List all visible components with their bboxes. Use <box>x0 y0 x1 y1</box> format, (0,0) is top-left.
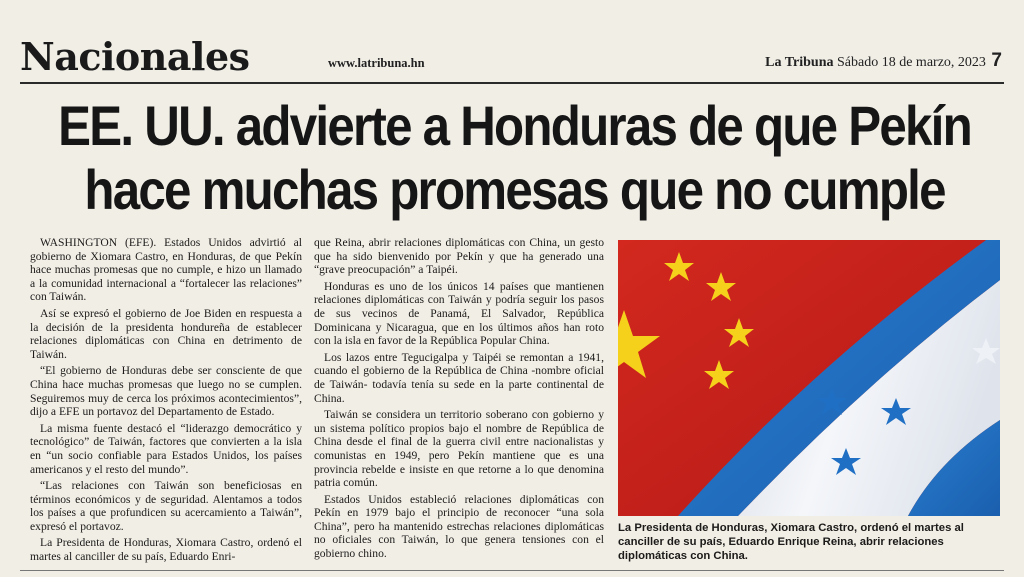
site-url: www.latribuna.hn <box>328 56 425 70</box>
paragraph: La misma fuente destacó el “liderazgo democrático y tecnológico” de Taiwán, factores que convierten a la isla en “un socio confiable para Estados Unidos, los países americanos y el resto del mundo”. <box>30 421 302 476</box>
bottom-divider <box>20 570 1004 571</box>
headline-line-2: hace muchas promesas que no cumple <box>84 158 945 221</box>
headline-line-1: EE. UU. advierte a Honduras de que Pekín <box>58 94 971 157</box>
paragraph: “El gobierno de Honduras debe ser consciente de que China hace muchas promesas que luego no se cumplen. Seguiremos muy de cerca los próximos acontecimientos”, dijo a EFE un portavoz del Departamento de Estado. <box>30 364 302 419</box>
section-title: Nacionales <box>20 34 250 79</box>
dateline <box>765 50 1002 72</box>
article-column-1 <box>30 236 302 567</box>
header-divider <box>20 82 1004 84</box>
photo-caption: La Presidenta de Honduras, Xiomara Castro, ordenó el martes al canciller de su país, Eduardo Enrique Reina, abrir relaciones diplomáticas con China. <box>618 522 964 562</box>
issue-date: Sábado 18 de marzo, 2023 <box>837 55 986 70</box>
flags-illustration <box>618 240 1000 516</box>
page-number: 7 <box>991 50 1002 71</box>
article-column-2 <box>314 236 604 564</box>
flags-photo <box>618 240 1000 516</box>
paragraph: Así se expresó el gobierno de Joe Biden en respuesta a la decisión de la presidenta hondureña de establecer relaciones diplomáticas con China en detrimento de Taiwán. <box>30 306 302 361</box>
paragraph: WASHINGTON (EFE). Estados Unidos advirtió al gobierno de Xiomara Castro, en Honduras, de que Pekín hace muchas promesas que no cumple, e hizo un llamado a la comunidad internacional a “fortalecer las relaciones” con Taiwán. <box>30 236 302 304</box>
paragraph: Taiwán se considera un territorio soberano con gobierno y un sistema político propios bajo el nombre de República de China desde el final de la guerra civil entre nacionalistas y comunistas en 1949, pero Pekín mantiene que es una provincia rebelde e insiste en que retorne a lo que denomina patria común. <box>314 408 604 490</box>
headline <box>20 94 1009 222</box>
newspaper-name: La Tribuna <box>765 55 834 70</box>
paragraph: Estados Unidos estableció relaciones diplomáticas con Pekín en 1979 bajo el principio de reconocer “una sola China”, pero ha mantenido estrechas relaciones diplomáticas no oficiales con Taiwán, lo que genera tensiones con el gobierno chino. <box>314 492 604 561</box>
paragraph: “Las relaciones con Taiwán son beneficiosas en términos económicos y de seguridad. Alentamos a todos los países a que profundicen su acercamiento a Taiwán”, expresó el portavoz. <box>30 479 302 533</box>
paragraph: que Reina, abrir relaciones diplomáticas con China, un gesto que ha sido bienvenido por Pekín y que ha generado una “grave preocupación” a Taipéi. <box>314 236 604 277</box>
paragraph: La Presidenta de Honduras, Xiomara Castro, ordenó el martes al canciller de su país, Eduardo Enri- <box>30 536 302 564</box>
paragraph: Honduras es uno de los únicos 14 países que mantienen relaciones diplomáticas con Taiwán y podría seguir los pasos de sus vecinos de Panamá, El Salvador, República Dominicana y Nicaragua, que en los últimos años han roto con la isla en favor de la República Popular China. <box>314 279 604 348</box>
paragraph: Los lazos entre Tegucigalpa y Taipéi se remontan a 1941, cuando el gobierno de la República de China -nombre oficial de Taiwán- todavía tenía su sede en la parte continental de China. <box>314 350 604 405</box>
